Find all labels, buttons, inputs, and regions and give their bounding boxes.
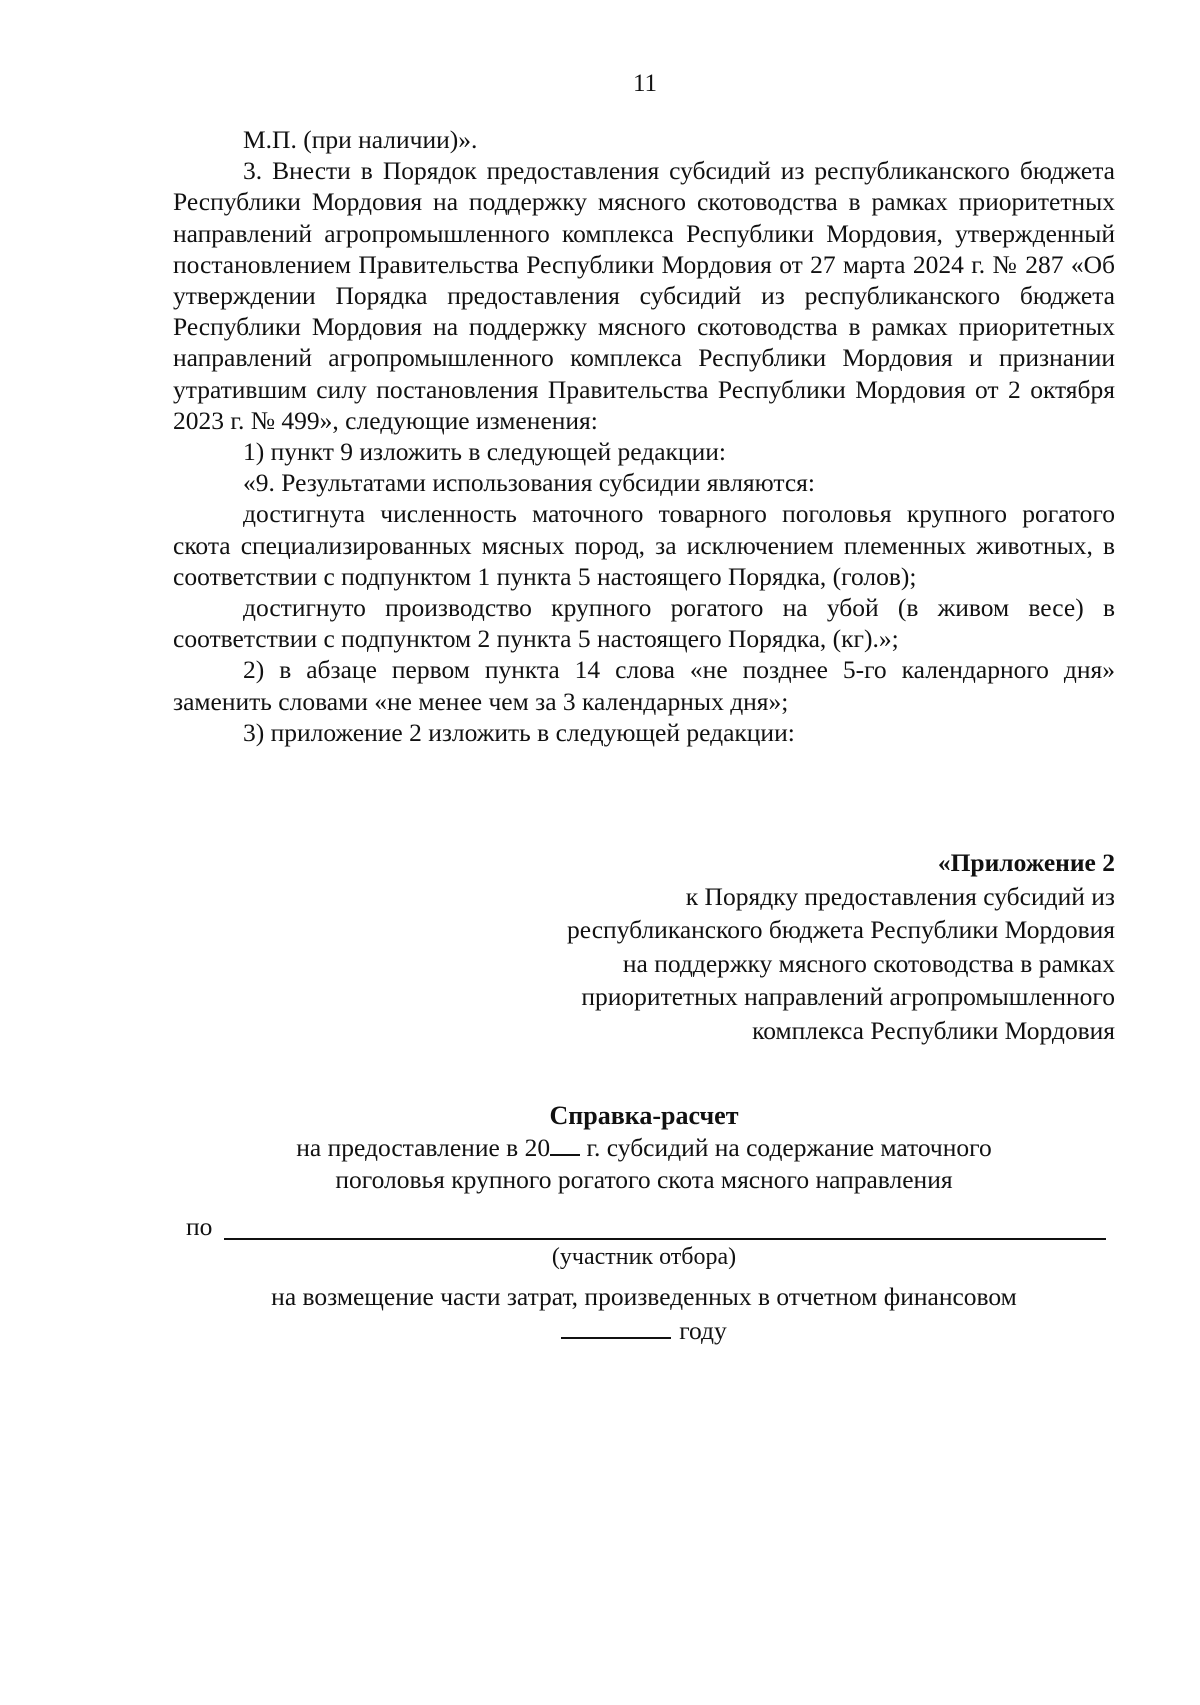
paragraph-point-9: «9. Результатами использования субсидии являются: bbox=[243, 468, 815, 498]
paragraph-stamp-note: М.П. (при наличии)». bbox=[243, 125, 478, 154]
participant-label: по bbox=[186, 1212, 213, 1241]
appendix-line: на поддержку мясного скотоводства в рамках bbox=[622, 948, 1115, 978]
paragraph-subitem-1: 1) пункт 9 изложить в следующей редакции: bbox=[243, 437, 726, 467]
participant-row bbox=[186, 1212, 1106, 1246]
calculation-tail bbox=[173, 1280, 1115, 1348]
calculation-line-1-before: на предоставление в 20 bbox=[296, 1133, 551, 1162]
calculation-line-4 bbox=[173, 1314, 1115, 1348]
participant-caption: (участник отбора) bbox=[551, 1244, 737, 1270]
calculation-heading: Справка-расчет bbox=[549, 1101, 739, 1130]
paragraph-subitem-3: 3) приложение 2 изложить в следующей редакции: bbox=[243, 717, 795, 747]
calculation-line-4-text: году bbox=[679, 1316, 727, 1345]
paragraph-result-1: достигнута численность маточного товарного поголовья крупного рогатого скота специализированных мясных пород, за исключением племенных животных, в соответствии с подпунктом 1 пункта 5 настоящего Порядка, (голов); bbox=[173, 499, 1115, 591]
year-blank-long bbox=[561, 1315, 671, 1339]
calculation-line-1 bbox=[173, 1132, 1115, 1164]
appendix-line: комплекса Республики Мордовия bbox=[752, 1015, 1115, 1045]
calculation-line-3: на возмещение части затрат, произведенных в отчетном финансовом bbox=[271, 1282, 1017, 1311]
appendix-line: приоритетных направлений агропромышленного bbox=[581, 982, 1115, 1011]
body-text bbox=[173, 124, 1115, 748]
calculation-line-2: поголовья крупного рогатого скота мясного направления bbox=[335, 1165, 953, 1194]
page-number: 11 bbox=[632, 70, 658, 97]
appendix-title: «Приложение 2 bbox=[937, 848, 1115, 877]
paragraph-subitem-2: 2) в абзаце первом пункта 14 слова «не позднее 5-го календарного дня» заменить словами «не менее чем за 3 календарных дня»; bbox=[173, 655, 1115, 716]
year-blank bbox=[550, 1134, 580, 1156]
calculation-header bbox=[173, 1100, 1115, 1196]
paragraph-item-3: 3. Внести в Порядок предоставления субсидий из республиканского бюджета Республики Мордовия на поддержку мясного скотоводства в рамках приоритетных направлений агропромышленного комплекса Республики Мордовия, утвержденный постановлением Правительства Республики Мордовия от 27 марта 2024 г. № 287 «Об утверждении Порядка предоставления субсидий из республиканского бюджета Республики Мордовия на поддержку мясного скотоводства в рамках приоритетных направлений агропромышленного комплекса Республики Мордовия и признании утратившим силу постановления Правительства Республики Мордовия от 2 октября 2023 г. № 499», следующие изменения: bbox=[173, 156, 1115, 435]
participant-blank-line bbox=[224, 1238, 1106, 1240]
appendix-line: к Порядку предоставления субсидий из bbox=[685, 881, 1115, 911]
appendix-line: республиканского бюджета Республики Мордовия bbox=[567, 915, 1115, 944]
calculation-line-1-after: г. субсидий на содержание маточного bbox=[580, 1133, 992, 1162]
paragraph-result-2: достигнуто производство крупного рогатого на убой (в живом весе) в соответствии с подпунктом 2 пункта 5 настоящего Порядка, (кг).»; bbox=[173, 593, 1115, 654]
appendix-header bbox=[355, 846, 1115, 1047]
